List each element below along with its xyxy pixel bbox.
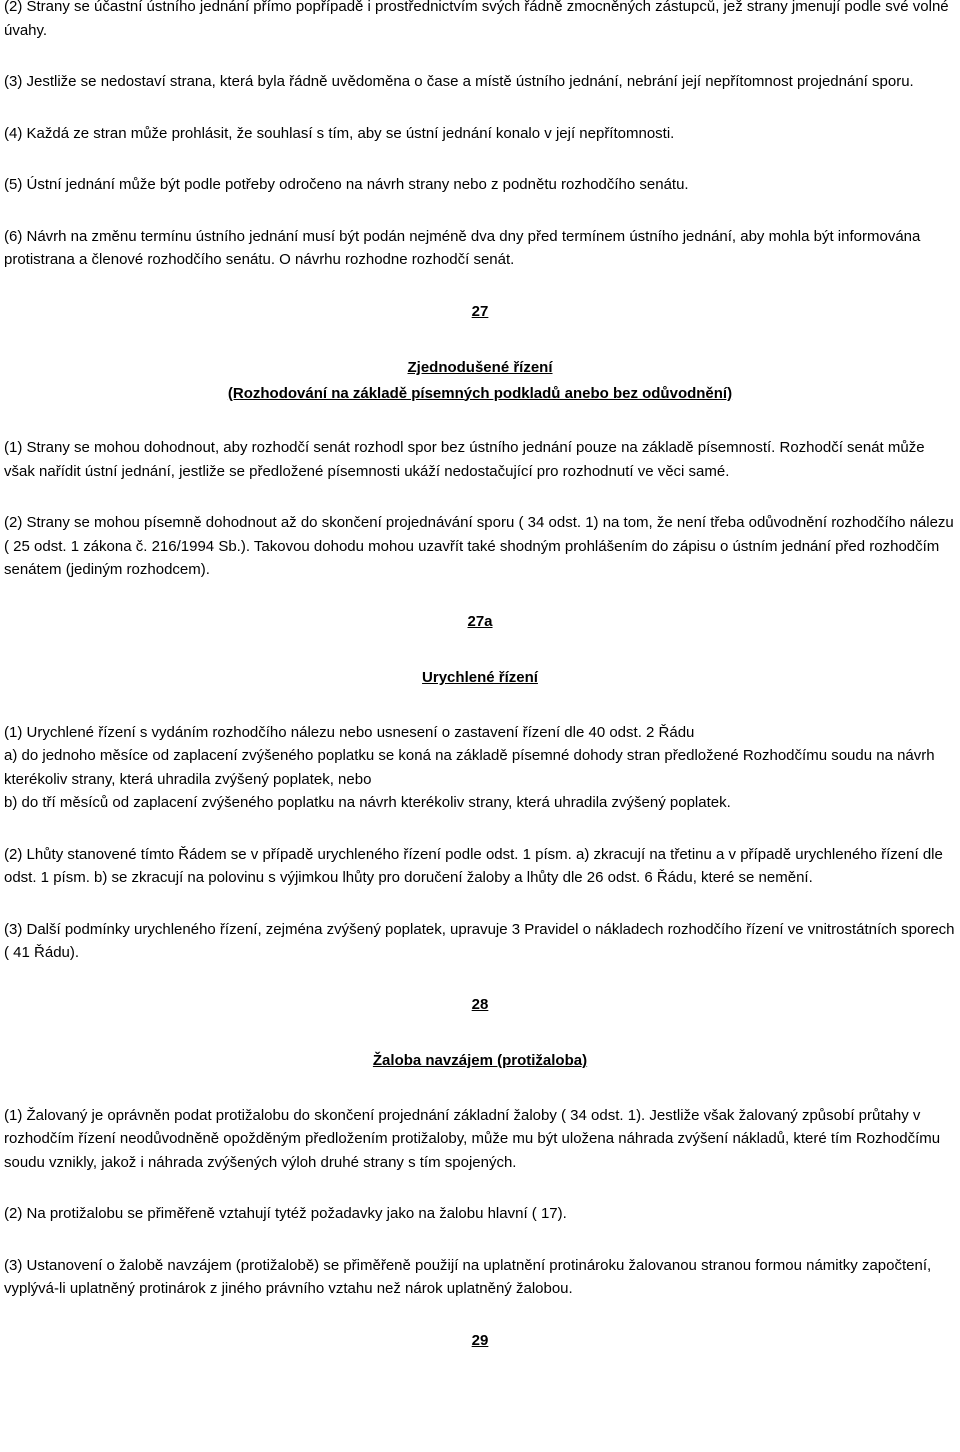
paragraph-2: (2) Strany se účastní ústního jednání přímo popřípadě i prostřednictvím svých řádně zmocněných zástupců, jež strany jmenují podle své volné úvahy.	[4, 0, 949, 39]
section-28-paragraph-1: (1) Žalovaný je oprávněn podat protižalobu do skončení projednání základní žaloby ( 34 odst. 1). Jestliže však žalovaný způsobí průtahy v rozhodčím řízení neodůvodněně opožděným předložením protižaloby, může mu být uložena náhrada zvýšení nákladů, které tím Rozhodčímu soudu vznikly, jakož i náhrada zvýšených výloh druhé strany s tím spojených.	[4, 1106, 941, 1171]
section-29-number: 29	[471, 1331, 489, 1349]
paragraph-3: (3) Jestliže se nedostaví strana, která byla řádně uvědoměna o čase a místě ústního jednání, nebrání její nepřítomnost projednání sporu.	[4, 73, 914, 90]
section-27a-title: Urychlené řízení	[422, 669, 538, 686]
section-27-paragraph-2: (2) Strany se mohou písemně dohodnout až do skončení projednávání sporu ( 34 odst. 1) na tom, že není třeba odůvodnění rozhodčího nálezu ( 25 odst. 1 zákona č. 216/1994 Sb.). Takovou dohodu mohou uzavřít také shodným prohlášením do zápisu o ústním jednání před rozhodčím senátem (jediným rozhodcem).	[4, 514, 954, 578]
section-27a-paragraph-2: (2) Lhůty stanovené tímto Řádem se v případě urychleného řízení podle odst. 1 písm. a) zkracují na třetinu a v případě urychleného řízení dle odst. 1 písm. b) se zkracují na polovinu s výjimkou lhůty pro doručení žaloby a lhůty dle 26 odst. 6 Řádu, které se nemění.	[4, 845, 943, 886]
section-27-number: 27	[471, 302, 489, 320]
section-28-number: 28	[471, 995, 489, 1013]
section-28-title: Žaloba navzájem (protižaloba)	[372, 1052, 588, 1069]
section-27a-paragraph-1-item-a: a) do jednoho měsíce od zaplacení zvýšeného poplatku se koná na základě písemné dohody stran předložené Rozhodčímu soudu na návrh kterékoliv strany, která uhradila zvýšený poplatek, nebo	[4, 747, 935, 788]
section-27-title: Zjednodušené řízení	[407, 359, 553, 376]
section-28-paragraph-3: (3) Ustanovení o žalobě navzájem (protižalobě) se přiměřeně použijí na uplatnění protinároku žalovanou stranou formou námitky započtení, vyplývá-li uplatněný protinárok z jiného právního vztahu než nárok uplatněný žalobou.	[4, 1256, 932, 1297]
document-page	[4, 0, 956, 1385]
paragraph-4: (4) Každá ze stran může prohlásit, že souhlasí s tím, aby se ústní jednání konalo v její nepřítomnosti.	[4, 124, 675, 142]
paragraph-5: (5) Ústní jednání může být podle potřeby odročeno na návrh strany nebo z podnětu rozhodčího senátu.	[4, 176, 689, 193]
section-27a-paragraph-3: (3) Další podmínky urychleného řízení, zejména zvýšený poplatek, upravuje 3 Pravidel o nákladech rozhodčího řízení ve vnitrostátních sporech ( 41 Řádu).	[4, 920, 955, 961]
paragraph-6: (6) Návrh na změnu termínu ústního jednání musí být podán nejméně dva dny před termínem ústního jednání, aby mohla být informována protistrana a členové rozhodčího senátu. O návrhu rozhodne rozhodčí senát.	[4, 227, 921, 268]
section-27a-number: 27a	[467, 612, 493, 630]
section-27-subtitle: (Rozhodování na základě písemných podkladů anebo bez odůvodnění)	[227, 384, 733, 402]
section-27a-paragraph-1-item-b: b) do tří měsíců od zaplacení zvýšeného poplatku na návrh kterékoliv strany, která uhradila zvýšený poplatek.	[4, 794, 731, 811]
section-27-paragraph-1: (1) Strany se mohou dohodnout, aby rozhodčí senát rozhodl spor bez ústního jednání pouze na základě písemností. Rozhodčí senát může však nařídit ústní jednání, jestliže se předložené písemnosti ukáží nedostačující pro rozhodnutí ve věci samé.	[4, 439, 925, 480]
section-27a-paragraph-1-intro: (1) Urychlené řízení s vydáním rozhodčího nálezu nebo usnesení o zastavení řízení dle 40 odst. 2 Řádu	[4, 723, 695, 741]
section-28-paragraph-2: (2) Na protižalobu se přiměřeně vztahují tytéž požadavky jako na žalobu hlavní ( 17).	[4, 1205, 567, 1222]
section-27a-paragraph-1	[4, 721, 956, 815]
